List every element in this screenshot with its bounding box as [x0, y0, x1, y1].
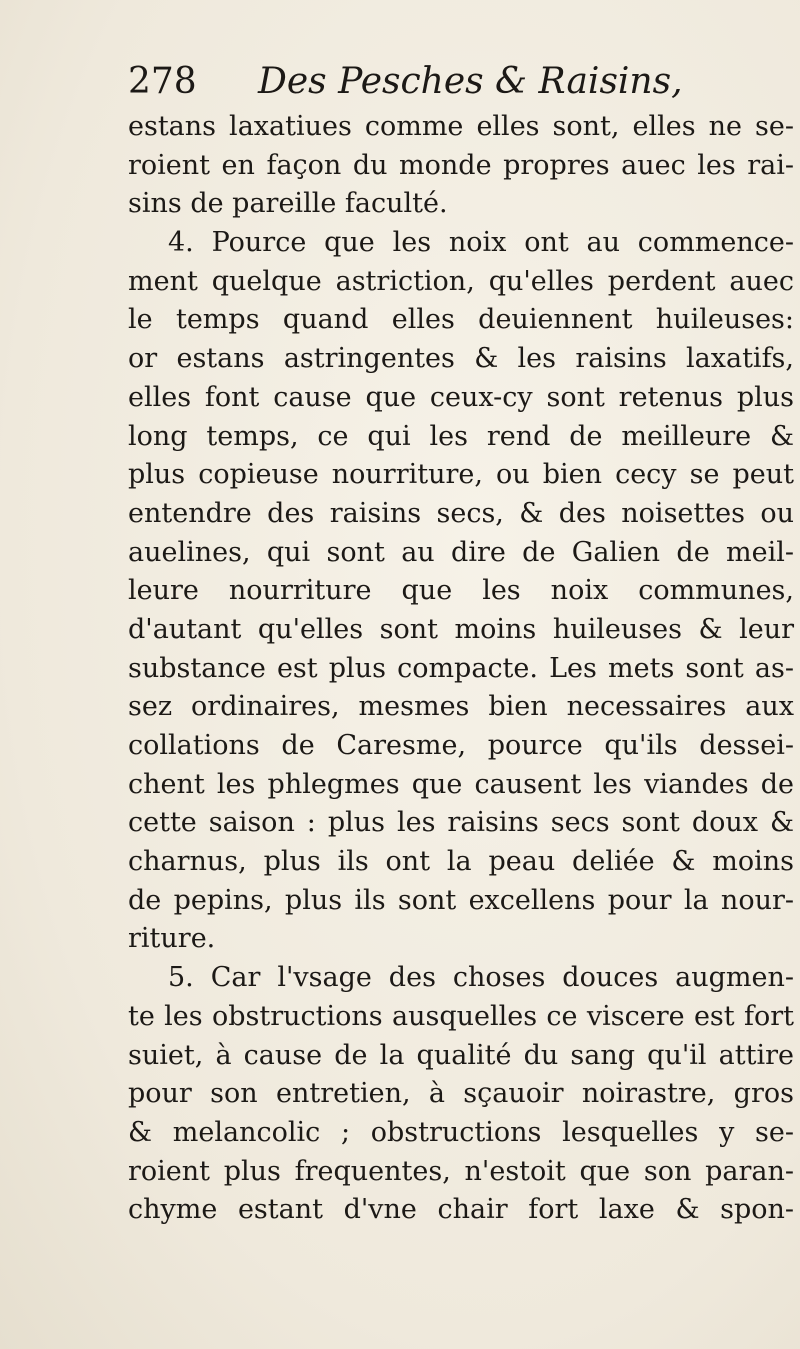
text-line: suiet, à cause de la qualité du sang qu'il attire	[128, 1039, 794, 1071]
text-line: sez ordinaires, mesmes bien necessaires aux	[128, 691, 794, 723]
text-line: charnus, plus ils ont la peau deliée & moins	[128, 846, 794, 878]
text-line: chyme estant d'vne chair fort laxe & spon-	[128, 1194, 794, 1226]
text-line: cette saison : plus les raisins secs sont doux &	[128, 807, 794, 839]
text-line: or estans astringentes & les raisins laxatifs,	[128, 343, 794, 375]
text-line: sins de pareille faculté.	[128, 188, 448, 220]
text-line: de pepins, plus ils sont excellens pour la nour-	[128, 884, 794, 916]
text-line: d'autant qu'elles sont moins huileuses & leur	[128, 613, 794, 645]
text-line: riture.	[128, 923, 216, 955]
text-line: te les obstructions ausquelles ce viscere est fort	[128, 1000, 794, 1032]
text-line: pour son entretien, à sçauoir noirastre, gros	[128, 1078, 794, 1110]
text-line: entendre des raisins secs, & des noisettes ou	[128, 497, 794, 529]
running-title: Des Pesches & Raisins,	[258, 61, 683, 102]
body-text	[128, 108, 794, 1230]
page-number: 278	[128, 61, 197, 102]
page-header	[128, 58, 728, 106]
text-line: roient en façon du monde propres auec les rai-	[128, 149, 794, 181]
paragraph-5-start: 5. Car l'vsage des choses douces augmen-	[168, 962, 794, 994]
text-line: & melancolic ; obstructions lesquelles y se-	[128, 1116, 794, 1148]
text-line: elles font cause que ceux-cy sont retenus plus	[128, 381, 794, 413]
text-line: estans laxatiues comme elles sont, elles ne se-	[128, 111, 794, 142]
text-line: collations de Caresme, pource qu'ils dessei-	[128, 730, 794, 761]
text-line: leure nourriture que les noix communes,	[128, 575, 794, 607]
paragraph-4-start: 4. Pource que les noix ont au commence-	[168, 227, 794, 259]
text-line: roient plus frequentes, n'estoit que son paran-	[128, 1155, 794, 1187]
text-line: le temps quand elles deuiennent huileuses:	[128, 304, 794, 336]
text-line: ment quelque astriction, qu'elles perdent auec	[128, 265, 794, 297]
text-line: chent les phlegmes que causent les viandes de	[128, 768, 794, 800]
text-line: substance est plus compacte. Les mets sont as-	[128, 652, 794, 684]
text-line: long temps, ce qui les rend de meilleure &	[128, 420, 794, 452]
text-line: auelines, qui sont au dire de Galien de meil-	[128, 536, 794, 568]
text-line: plus copieuse nourriture, ou bien cecy se peut	[128, 459, 794, 491]
